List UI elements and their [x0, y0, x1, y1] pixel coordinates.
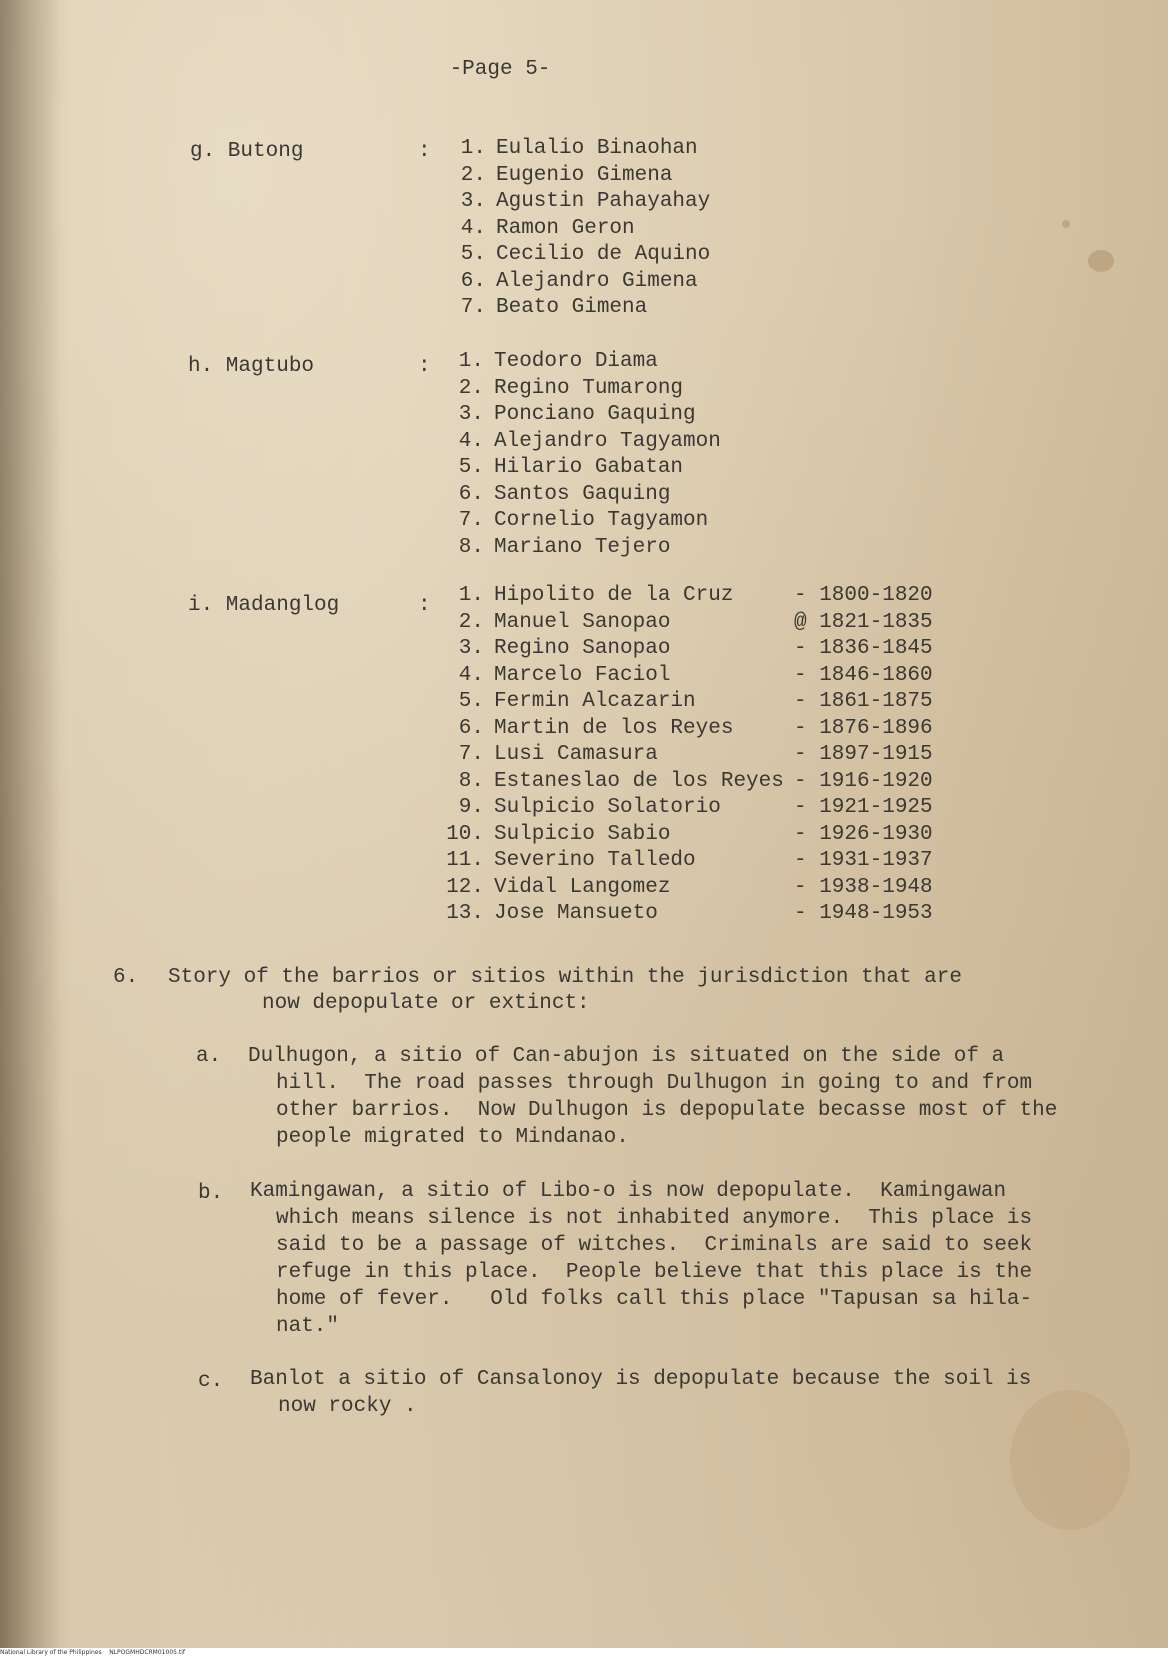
term-years: - 1926-1930	[794, 822, 933, 846]
paragraph-line: Banlot a sitio of Cansalonoy is depopulate because the soil is	[250, 1368, 1032, 1391]
item-name: Eulalio Binaohan	[496, 137, 698, 160]
scan-footer: National Library of the Philippines NLPOGMHDCRM01005.tif	[0, 1648, 1168, 1658]
item-number: 3.	[458, 637, 484, 660]
item-number: 5.	[458, 456, 484, 479]
item-name: Cecilio de Aquino	[496, 243, 711, 266]
item-number: 12.	[446, 875, 484, 899]
section-title-line: Story of the barrios or sitios within the jurisdiction that are	[168, 966, 962, 989]
item-letter: a.	[196, 1045, 222, 1068]
term-years: - 1948-1953	[794, 902, 933, 925]
item-name: Sulpicio Sabio	[494, 822, 671, 846]
list-item	[440, 216, 710, 243]
list-item	[438, 455, 721, 482]
list-item	[438, 482, 721, 509]
list-item	[438, 636, 968, 663]
list-item	[438, 901, 968, 928]
paper-stain	[1088, 250, 1114, 272]
list-item	[438, 795, 968, 822]
item-number: 2.	[458, 376, 484, 400]
term-years: - 1931-1937	[794, 849, 933, 872]
paragraph-line: hill. The road passes through Dulhugon in going to and from	[276, 1072, 1033, 1095]
list-item	[440, 269, 710, 296]
item-name: Manuel Sanopao	[494, 610, 671, 634]
barrio-colon: :	[418, 355, 431, 378]
item-number: 4.	[458, 429, 484, 453]
item-number: 4.	[458, 663, 484, 687]
list-item	[440, 242, 710, 269]
item-name: Ponciano Gaquing	[494, 403, 696, 426]
term-years: - 1897-1915	[794, 743, 933, 766]
section-number: 6.	[113, 966, 139, 989]
list-item	[440, 189, 710, 216]
item-number: 5.	[458, 690, 484, 713]
barrio-label-butong: g. Butong	[190, 140, 304, 163]
item-name: Lusi Camasura	[494, 743, 658, 766]
item-number: 7.	[458, 743, 484, 766]
item-name: Alejandro Gimena	[496, 269, 698, 293]
item-number: 6.	[458, 482, 484, 506]
term-years: @ 1821-1835	[794, 610, 933, 634]
item-number: 6.	[458, 716, 484, 740]
list-item	[438, 689, 968, 716]
binding-shadow	[0, 0, 60, 1648]
barrio-colon: :	[418, 594, 431, 617]
item-number: 1.	[458, 584, 484, 607]
item-name: Severino Talledo	[494, 849, 696, 872]
list-item	[438, 583, 968, 610]
item-number: 4.	[460, 216, 486, 240]
paragraph-line: Dulhugon, a sitio of Can-abujon is situated on the side of a	[248, 1045, 1005, 1068]
paragraph-line: refuge in this place. People believe that this place is the	[276, 1261, 1033, 1284]
item-number: 3.	[460, 190, 486, 213]
item-number: 7.	[460, 296, 486, 319]
item-name: Agustin Pahayahay	[496, 190, 711, 213]
item-number: 2.	[460, 163, 486, 187]
list-item	[438, 429, 721, 456]
item-number: 2.	[458, 610, 484, 634]
term-years: - 1861-1875	[794, 690, 933, 713]
item-number: 13.	[446, 902, 484, 925]
item-name: Martin de los Reyes	[494, 716, 734, 740]
item-name: Santos Gaquing	[494, 482, 671, 506]
item-name: Alejandro Tagyamon	[494, 429, 721, 453]
magtubo-name-list	[438, 349, 721, 561]
barrio-colon: :	[418, 140, 431, 163]
list-item	[438, 349, 721, 376]
item-number: 6.	[460, 269, 486, 293]
item-letter: c.	[198, 1370, 224, 1393]
item-number: 11.	[446, 849, 484, 872]
term-years: - 1916-1920	[794, 769, 933, 793]
list-item	[440, 136, 710, 163]
list-item	[438, 848, 968, 875]
item-name: Fermin Alcazarin	[494, 690, 696, 713]
list-item	[438, 716, 968, 743]
paragraph-line: nat."	[276, 1315, 340, 1338]
item-number: 3.	[458, 403, 484, 426]
page-number: -Page 5-	[449, 58, 551, 81]
item-name: Hipolito de la Cruz	[494, 584, 734, 607]
item-name: Regino Tumarong	[494, 376, 684, 400]
term-years: - 1876-1896	[794, 716, 933, 740]
barrio-label-madanglog: i. Madanglog	[188, 594, 340, 617]
term-years: - 1938-1948	[794, 875, 933, 899]
section-title-line: now depopulate or extinct:	[262, 992, 590, 1015]
list-item	[440, 163, 710, 190]
list-item	[440, 295, 710, 322]
paragraph-line: other barrios. Now Dulhugon is depopulate becasse most of the	[276, 1099, 1058, 1122]
item-name: Cornelio Tagyamon	[494, 509, 709, 532]
item-number: 8.	[458, 769, 484, 793]
paper-stain	[1010, 1390, 1130, 1530]
list-item	[438, 822, 968, 849]
paragraph-line: which means silence is not inhabited anymore. This place is	[276, 1207, 1033, 1230]
paper-stain	[1062, 220, 1070, 228]
term-years: - 1836-1845	[794, 637, 933, 660]
list-item	[438, 663, 968, 690]
list-item	[438, 508, 721, 535]
item-name: Eugenio Gimena	[496, 163, 673, 187]
list-item	[438, 875, 968, 902]
item-name: Jose Mansueto	[494, 902, 658, 925]
item-name: Estaneslao de los Reyes	[494, 769, 784, 793]
item-name: Marcelo Faciol	[494, 663, 671, 687]
barrio-label-magtubo: h. Magtubo	[188, 355, 315, 378]
paragraph-line: said to be a passage of witches. Criminals are said to seek	[276, 1234, 1033, 1257]
term-years: - 1921-1925	[794, 796, 933, 819]
paragraph-line: now rocky .	[278, 1395, 417, 1418]
item-name: Beato Gimena	[496, 296, 648, 319]
item-number: 7.	[458, 509, 484, 532]
item-name: Ramon Geron	[496, 216, 635, 240]
madanglog-name-list	[438, 583, 968, 928]
list-item	[438, 402, 721, 429]
item-number: 10.	[446, 822, 484, 846]
item-name: Mariano Tejero	[494, 535, 671, 559]
list-item	[438, 610, 968, 637]
item-number: 5.	[460, 243, 486, 266]
item-number: 1.	[460, 137, 486, 160]
paragraph-line: home of fever. Old folks call this place "Tapusan sa hila-	[276, 1288, 1033, 1311]
term-years: - 1846-1860	[794, 663, 933, 687]
list-item	[438, 769, 968, 796]
item-number: 9.	[458, 796, 484, 819]
item-name: Sulpicio Solatorio	[494, 796, 721, 819]
item-number: 1.	[458, 350, 484, 373]
list-item	[438, 535, 721, 562]
item-name: Vidal Langomez	[494, 875, 671, 899]
list-item	[438, 742, 968, 769]
item-number: 8.	[458, 535, 484, 559]
list-item	[438, 376, 721, 403]
item-name: Hilario Gabatan	[494, 456, 684, 479]
item-letter: b.	[198, 1182, 224, 1205]
item-name: Regino Sanopao	[494, 637, 671, 660]
term-years: - 1800-1820	[794, 584, 933, 607]
butong-name-list	[440, 136, 710, 322]
paragraph-line: Kamingawan, a sitio of Libo-o is now depopulate. Kamingawan	[250, 1180, 1007, 1203]
item-name: Teodoro Diama	[494, 350, 658, 373]
paragraph-line: people migrated to Mindanao.	[276, 1126, 629, 1149]
